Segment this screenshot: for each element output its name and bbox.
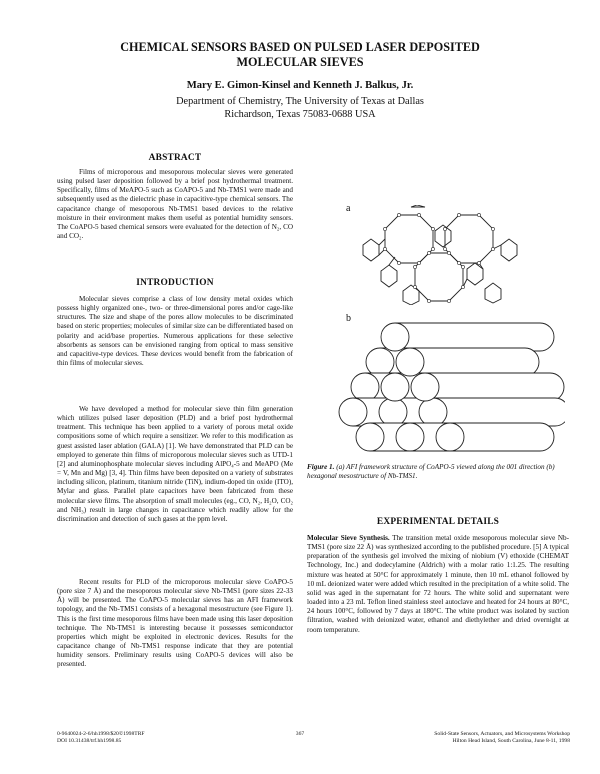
figure-caption-label: Figure 1.	[307, 463, 335, 471]
introduction-paragraph-3: Recent results for PLD of the microporous molecular sieve CoAPO-5 (pore size 7 Å) and the mesoporous molecular sieve Nb-TMS1 (pore sizes 22-33 Å) will be presented. The CoAPO-5 molecular sieves has an AFI framework topology, and the Nb-TMS1 consists of a hexagonal mesostructure (see Figure 1). This is the first time mesoporous films have been made using this laser deposition technique. The Nb-TMS1 is interesting because it possesses semiconductor properties which might be exploited in electronic devices. Results for the capacitance change of Nb-TMS1 response indicate that they are potential humidity sensors. Preliminary results using CoAPO-5 devices will also be presented.	[57, 578, 293, 669]
introduction-paragraph-2: We have developed a method for molecular sieve thin film generation which utilizes pulsed laser deposition (PLD) and a brief post hydrothermal treatment. This technique has been applied to a variety of porous metal oxide compositions some of which require a sensitizer. We refer to this modification as guest assisted laser ablation (GALA) [1]. We have demonstrated that PLD can be employed to generate thin films of microporous molecular sieves such as UTD-1 [2] and aluminophosphate molecular sieves including AlPO₄-5 and MeAPO (Me = V, Mn and Mg) [3, 4]. Thin films have been deposited on a variety of substrates including silicon, platinum, titanium nitride (TiN), indium-doped tin oxide (ITO), Mylar and glass. Parallel plate capacitors have been fabricated from these molecular sieve films. The absorption of small molecules (eg., CO, N₂, H₂O, CO₂ and NH₃) result in large changes in capacitance which readily allow for the discrimination and detection of such gases at the ppm level.	[57, 405, 293, 523]
afi-framework-structure-figure	[355, 205, 530, 305]
footer-workshop: Solid-State Sensors, Actuators, and Microsystems Workshop	[434, 731, 570, 737]
title-line-2: MOLECULAR SIEVES	[236, 55, 364, 69]
experimental-heading: EXPERIMENTAL DETAILS	[376, 517, 500, 527]
figure-caption	[307, 463, 569, 481]
figure-caption-text: (a) AFI framework structure of CoAPO-5 viewed along the 001 direction (b) hexagonal mesostructure of Nb-TMS1.	[307, 463, 555, 481]
page-number: 367	[295, 731, 305, 737]
footer-isbn: 0-9640024-2-6/hh1998/$20©1998TRF	[57, 731, 145, 737]
footer-right	[330, 731, 570, 745]
abstract-text: Films of microporous and mesoporous molecular sieves were generated using pulsed laser deposition followed by a brief post hydrothermal treatment. Specifically, films of MeAPO-5 such as CoAPO-5 and Nb-TMS1 were made and subsequently used as the dielectric phase in capacitive-type chemical sensors. The capacitance change of mesoporous Nb-TMS1 based devices to the relative moisture in their environment makes them useful as potential humidity sensors. The CoAPO-5 based chemical sensors were evaluated for the detection of N₂, CO and CO₂.	[57, 168, 293, 241]
experimental-paragraph	[307, 534, 569, 635]
experimental-runin-heading: Molecular Sieve Synthesis.	[307, 534, 390, 542]
paper-title	[0, 40, 600, 70]
introduction-heading: INTRODUCTION	[136, 278, 214, 288]
footer-doi: DOI 10.31438/trf.hh1998.85	[57, 738, 122, 744]
title-line-1: CHEMICAL SENSORS BASED ON PULSED LASER DEPOSITED	[120, 40, 480, 54]
abstract-heading: ABSTRACT	[148, 153, 202, 163]
footer-location: Hilton Head Island, South Carolina, June 8-11, 1998	[452, 738, 570, 744]
authors: Mary E. Gimon-Kinsel and Kenneth J. Balkus, Jr.	[186, 80, 414, 91]
affiliation-line-1: Department of Chemistry, The University of Texas at Dallas	[176, 96, 424, 107]
footer-left	[57, 731, 145, 745]
figure-label-b: b	[346, 313, 351, 324]
introduction-paragraph-1: Molecular sieves comprise a class of low density metal oxides which possess highly organized one-, two- or three-dimensional pores and/or cage-like structures. The size and shape of the pores allow molecules to be discriminated based on steric properties; molecules of similar size can be differentiated based on polarity and acid/base properties. Numerous applications for these selective absorbents as sensors can be envisioned ranging from optical to mass sensitive and capacitive-type devices. These devices would benefit from the fabrication of thin films of molecular sieves.	[57, 295, 293, 368]
affiliation-line-2: Richardson, Texas 75083-0688 USA	[224, 109, 376, 120]
experimental-text: The transition metal oxide mesoporous molecular sieve Nb-TMS1 (pore size 22 Å) was synthesized according to the published procedure. [5] A typical preparation of the synthesis gel involved the mixing of niobium (V) ethoxide (CHEMAT Technology, Inc.) and dodecylamine (Aldrich) with a molar ratio 1:1.25. The resulting mixture was heated at 50°C for approximately 1 minute, then 10 mL ethanol followed by 10 mL deionized water were added which resulted in the precipitation of a white solid. The solid was aged in the supernatant for 72 hours. The white solid and supernatant were loaded into a 23 mL Teflon lined stainless steel autoclave and heated for 24 hours at 80°C, 24 hours 100°C, followed by 7 days at 180°C. The white product was isolated by suction filtration, washed with deionized water, ethanol and diethylether and dried overnight at room temperature.	[307, 534, 569, 634]
hexagonal-mesostructure-figure	[335, 318, 565, 458]
figure-label-a: a	[346, 203, 351, 214]
